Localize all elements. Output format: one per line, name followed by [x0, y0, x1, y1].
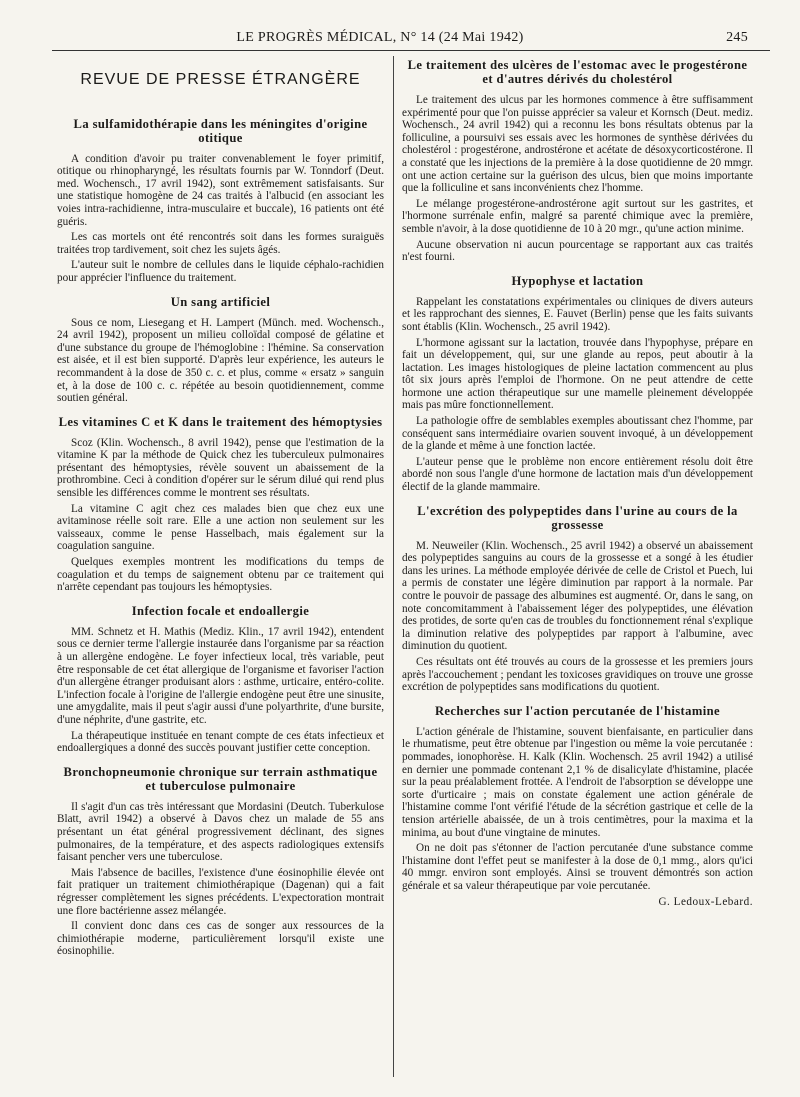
page-number: 245: [726, 30, 748, 45]
article-title: La sulfamidothérapie dans les méningites d'origine otitique: [73, 116, 368, 145]
article-paragraph: Rappelant les constatations expérimentales ou cliniques de divers auteurs et les rapprochant des siennes, E. Fauvet (Berlin) pense que les faits suivants sont établis (Klin. Wochensch., 25 avril 1942).: [402, 295, 753, 333]
section-title: REVUE DE PRESSE ÉTRANGÈRE: [80, 71, 361, 88]
article-title: Un sang artificiel: [170, 294, 271, 309]
header-rule: [52, 50, 770, 51]
article-paragraph: M. Neuweiler (Klin. Wochensch., 25 avril 1942) a observé un abaissement des polypeptides sanguins au cours de la grossesse et a songé à les étudier dans les urines. La méthode employée dérivée de celle de Cristol et Puech, lui a permis de constater une légère diminution par rapport à la normale. Par contre le pouvoir de passage des albumines est augmenté. Or, dans le sang, on note concomitamment à l'abaissement léger des polypeptides, une élévation des protides, de sorte qu'en cas de troubles du fonctionnement rénal s'explique la diminution relative des polypeptides par rapport à l'albumine, avec diminution du quotient.: [402, 539, 753, 653]
article-paragraph: L'auteur suit le nombre de cellules dans le liquide céphalo-rachidien pour apprécier l'influence du traitement.: [57, 259, 384, 284]
right-column: [402, 58, 753, 1077]
article-title: Le traitement des ulcères de l'estomac avec le progestérone et d'autres dérivés du cholestérol: [407, 58, 748, 86]
article-paragraph: L'hormone agissant sur la lactation, trouvée dans l'hypophyse, prépare en fait un développement, qui, sur une glande au repos, peut aboutir à la lactation. Les images histologiques de pleine lactation commencent au plus tôt six jours après l'emploi de l'hormone. On ne peut attendre de cette hormone une action thérapeutique sur une mamelle pleinement développée mais pas mûre fonctionnellement.: [402, 336, 753, 412]
author-signature: G. Ledoux-Lebard.: [658, 896, 753, 909]
article-paragraph: L'action générale de l'histamine, souvent bienfaisante, en particulier dans le rhumatisme, peut être obtenue par l'ingestion ou même la voie percutanée : pommades, ionophorèse. H. Kalk (Klin. Wochensch. 25 avril 1942) a utilisé en dernier une pommade contenant 2,1 % de disalicylate d'histamine, placée sur la peau préalablement frottée. A l'endroit de l'absorption se développe une sorte d'urticaire ; mais on constate également une action générale de l'histamine comme l'ont vérifié l'étude de la sécrétion gastrique et celle de la tension artérielle abaissée, de un à trois centimètres, pour la maxima et la minima, au bout d'une vingtaine de minutes.: [402, 725, 753, 839]
article-paragraph: MM. Schnetz et H. Mathis (Mediz. Klin., 17 avril 1942), entendent sous ce dernier terme l'allergie instaurée dans l'organisme par sa réaction à un allergène endogène. Le foyer infectieux local, très variable, peut être responsable de cet état allergique de l'organisme et favoriser l'action d'un allergène étranger produisant alors : asthme, urticaire, entéro-colite. L'infection focale à l'origine de l'allergie endogène peut être une sinusite, une amygdalite, mais il peut s'agir aussi d'une polyarthrite, d'une bursite, d'une néphrite, d'une gastrite, etc.: [57, 625, 384, 726]
article-paragraph: Ces résultats ont été trouvés au cours de la grossesse et les premiers jours après l'accouchement ; pendant les toxicoses gravidiques on trouve une grosse excrétion de polypeptides sans modifications du quotient.: [402, 655, 753, 694]
article-paragraph: Sous ce nom, Liesegang et H. Lampert (Münch. med. Wochensch., 24 avril 1942), proposent un milieu colloïdal composé de gélatine et d'une substance du groupe de l'hémoglobine : l'hémine. Sa conservation est aisée, et il est bien supporté. D'après leur expérience, les auteurs le recommandent à la dose de 350 c. c. et plus, comme « ersatz » sanguin et, à la dose de 100 c. c. répétée au besoin quotidiennement, comme soutien général.: [57, 316, 384, 405]
left-column: [57, 58, 384, 1077]
running-title: LE PROGRÈS MÉDICAL, N° 14 (24 Mai 1942): [236, 30, 524, 45]
article-paragraph: La pathologie offre de semblables exemples aboutissant chez l'homme, par conséquent sans intermédiaire ovarien souvent invoqué, à un développement de la glande et même à une fonction lactée.: [402, 415, 753, 453]
article-paragraph: Aucune observation ni aucun pourcentage se rapportant aux cas traités n'est fourni.: [402, 238, 753, 264]
article-paragraph: Scoz (Klin. Wochensch., 8 avril 1942), pense que l'estimation de la vitamine K par la méthode de Quick chez les tuberculeux pulmonaires présentant des hémoptysies, révèle souvent un abaissement de la prothrombine. Ceci à condition d'opérer sur le sérum dilué qui rend plus sensible les différences comme le montrent ses résultats.: [57, 436, 384, 500]
article-title: Bronchopneumonie chronique sur terrain asthmatique et tuberculose pulmonaire: [63, 764, 378, 793]
article-title: Infection focale et endoallergie: [131, 603, 310, 618]
article-title: L'excrétion des polypeptides dans l'urine au cours de la grossesse: [417, 503, 738, 532]
article-title: Hypophyse et lactation: [511, 273, 644, 288]
article-paragraph: On ne doit pas s'étonner de l'action percutanée d'une substance comme l'histamine dont l'effet peut se manifester à la dose de 0,1 mmg., alors qu'ici 40 mmgr. environ sont employés. Ainsi se trouvent démontrés son action générale et sa valeur thérapeutique par voie percutanée.: [402, 842, 753, 892]
article-paragraph: Il convient donc dans ces cas de songer aux ressources de la chimiothérapie moderne, particulièrement lorsqu'il existe une éosinophilie.: [57, 920, 384, 958]
article-paragraph: Mais l'absence de bacilles, l'existence d'une éosinophilie élevée ont fait pratiquer un traitement chimiothérapique (Dagenan) qui a fait régresser complètement les signes précédents. L'expectoration montrait une flore bactérienne assez mélangée.: [57, 866, 384, 917]
article-paragraph: Les cas mortels ont été rencontrés soit dans les formes suraiguës traitées trop tardivement, soit chez les sujets âgés.: [57, 231, 384, 256]
article-paragraph: Le mélange progestérone-androstérone agit surtout sur les gastrites, et l'hormone surrénale enfin, malgré sa parenté chimique avec la première, semble n'avoir, à la dose quotidienne de 10 à 20 mgr., qu'une action minime.: [402, 197, 753, 235]
article-paragraph: Il s'agit d'un cas très intéressant que Mordasini (Deutch. Tuberkulose Blatt, avril 1942) a observé à Davos chez un malade de 55 ans présentant un état général progressivement déclinant, des signes pulmonaires, de la température, et des aspects radiologiques extensifs faisant pencher vers une tuberculose.: [57, 800, 384, 864]
article-paragraph: La vitamine C agit chez ces malades bien que chez eux une avitaminose réelle soit rare. Elle a une action non seulement sur les vaisseaux, comme le pense Hasselbach, mais également sur la coagulation sanguine.: [57, 502, 384, 553]
column-divider: [393, 56, 394, 1077]
article-title: Recherches sur l'action percutanée de l'histamine: [434, 703, 721, 718]
article-paragraph: Le traitement des ulcus par les hormones commence à être suffisamment expérimenté pour que l'on puisse apprécier sa valeur et Kornsch (Deut. mediz. Wochensch., 24 avril 1942) qui a reconnu les bons résultats obtenus par la folliculine, a poursuivi ses essais avec les hormones de synthèse dérivées du cholestérol : progestérone, androstérone et acétate de désoxycorticostérone. Il a constaté que les injections de la première à la dose quotidienne de 20 mmgr. ont une action certaine sur la guérison des ulcus, bien que moins importante que la folliculine et sans inconvénients chez l'homme.: [402, 94, 753, 195]
article-paragraph: Quelques exemples montrent les modifications du temps de coagulation et du temps de saignement obtenu par ce traitement qui n'arrête cependant pas toujours les hémoptysies.: [57, 556, 384, 594]
page-header: [52, 30, 748, 50]
article-title: Les vitamines C et K dans le traitement des hémoptysies: [58, 414, 383, 429]
article-paragraph: L'auteur pense que le problème non encore entièrement résolu doit être abordé non sous l'angle d'une hormone de lactation mais d'un développement électif de la glande mammaire.: [402, 455, 753, 494]
article-paragraph: La thérapeutique instituée en tenant compte de ces états infectieux et endoallergiques a donné des succès pouvant justifier cette conception.: [57, 729, 384, 755]
article-paragraph: A condition d'avoir pu traiter convenablement le foyer primitif, otitique ou rhinopharyngé, les résultats fournis par W. Tonndorf (Deut. med. Wochensch., 17 avril 1942), sont extrêmement satisfaisants. Sur une statistique homogène de 24 cas traités à l'albucid (en associant les voies intra-rachidienne, intra-musculaire et buccale), 16 patients ont été guéris.: [57, 152, 384, 228]
